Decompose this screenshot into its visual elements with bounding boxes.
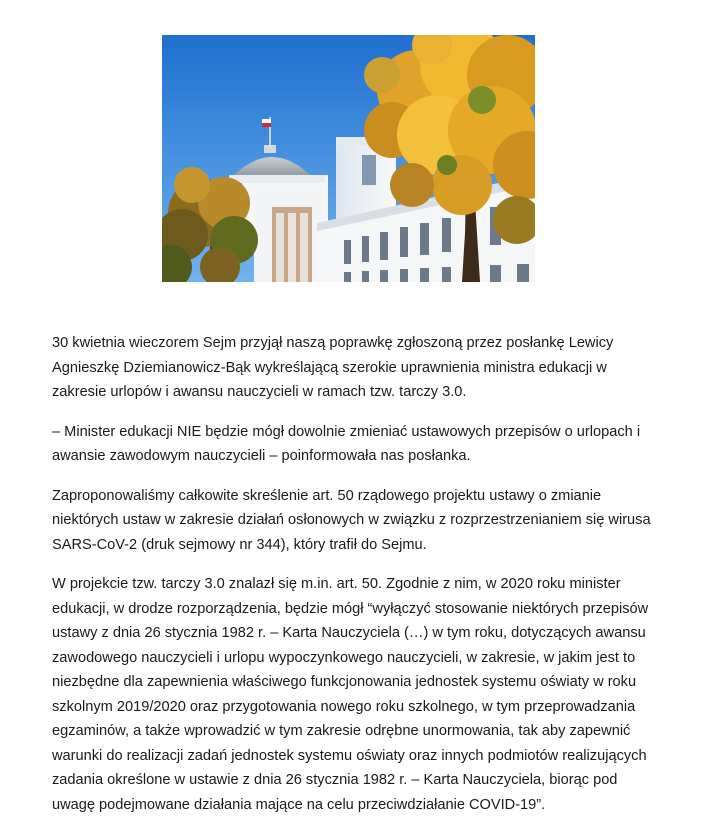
article-paragraph: Zaproponowaliśmy całkowite skreślenie art. 50 rządowego projektu ustawy o zmianie niektórych ustaw w zakresie działań osłonowych w związku z rozprzestrzenianiem się wirusa SARS-CoV-2 (druk sejmowy nr 344), który trafił do Sejmu. bbox=[52, 487, 651, 553]
article-paragraph: 30 kwietnia wieczorem Sejm przyjął naszą poprawkę zgłoszoną przez posłankę Lewicy Agnieszkę Dziemianowicz-Bąk wykreślającą szerokie uprawnienia ministra edukacji w zakresie urlopów i awansu nauczycieli w ramach tzw. tarczy 3.0. bbox=[52, 335, 614, 400]
article-paragraph: W projekcie tzw. tarczy 3.0 znalazł się m.in. art. 50. Zgodnie z nim, w 2020 roku minister edukacji, w drodze rozporządzenia, będzie mógł “wyłączyć stosowanie niektórych przepisów ustawy z dnia 26 stycznia 1982 r. – Karta Nauczyciela (…) w tym roku, dotyczących awansu zawodowego nauczycieli i urlopu wypoczynkowego nauczycieli, w zakresie, w jakim jest to niezbędne dla zapewnienia właściwego funkcjonowania jednostek systemu oświaty w roku szkolnym 2019/2020 oraz przygotowania nowego roku szkolnego, w tym przeprowadzania egzaminów, a także wprowadzić w tym zakresie odrębne unormowania, tak aby zapewnić warunki do realizacji zadań jednostek systemu oświaty oraz innych podmiotów realizujących zadania określone w ustawie z dnia 26 stycznia 1982 r. – Karta Nauczyciela, biorąc pod uwagę podejmowane działania mające na celu przeciwdziałanie COVID-19”. bbox=[52, 576, 649, 813]
sejm-building-photo bbox=[162, 35, 535, 282]
article-photo bbox=[162, 35, 535, 282]
article-body bbox=[52, 331, 662, 832]
article-paragraph: – Minister edukacji NIE będzie mógł dowolnie zmieniać ustawowych przepisów o urlopach i awansie zawodowym nauczycieli – poinformowała nas posłanka. bbox=[52, 423, 641, 464]
